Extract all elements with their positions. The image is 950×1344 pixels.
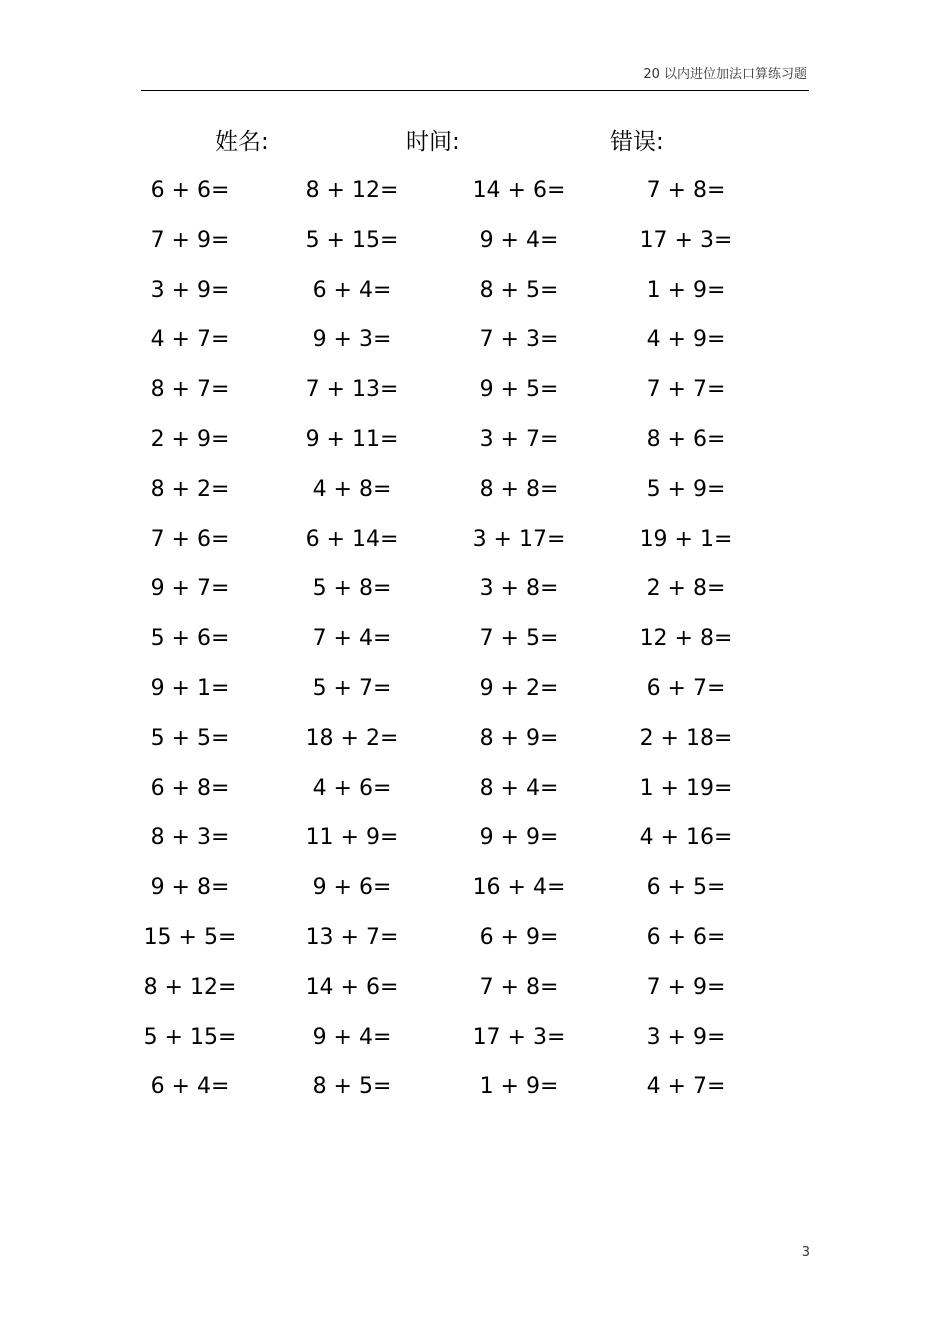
problem-r6-c3: 3 + 7= (479, 427, 559, 452)
problem-r1-c1: 6 + 6= (150, 178, 230, 203)
problem-r6-c4: 8 + 6= (646, 427, 726, 452)
problem-r5-c4: 7 + 7= (646, 377, 726, 402)
problem-r9-c1: 9 + 7= (150, 576, 230, 601)
problem-r11-c2: 5 + 7= (312, 676, 392, 701)
problem-r8-c2: 6 + 14= (305, 527, 399, 552)
problem-r19-c1: 6 + 4= (150, 1074, 230, 1099)
problem-r2-c3: 9 + 4= (479, 228, 559, 253)
problem-r8-c4: 19 + 1= (639, 527, 733, 552)
problem-r10-c2: 7 + 4= (312, 626, 392, 651)
problem-r16-c2: 13 + 7= (305, 925, 399, 950)
page-number: 3 (801, 1245, 810, 1260)
problem-r1-c3: 14 + 6= (472, 178, 566, 203)
problem-r19-c4: 4 + 7= (646, 1074, 726, 1099)
problem-r2-c1: 7 + 9= (150, 228, 230, 253)
problem-r10-c3: 7 + 5= (479, 626, 559, 651)
name-label: 姓名: (215, 129, 269, 155)
problem-r10-c4: 12 + 8= (639, 626, 733, 651)
problem-r7-c1: 8 + 2= (150, 477, 230, 502)
problem-r15-c4: 6 + 5= (646, 875, 726, 900)
problem-r5-c2: 7 + 13= (305, 377, 399, 402)
problem-r3-c4: 1 + 9= (646, 278, 726, 303)
problem-r10-c1: 5 + 6= (150, 626, 230, 651)
time-label: 时间: (406, 129, 460, 155)
problem-r19-c2: 8 + 5= (312, 1074, 392, 1099)
problem-r18-c3: 17 + 3= (472, 1025, 566, 1050)
problem-r2-c4: 17 + 3= (639, 228, 733, 253)
problem-r13-c3: 8 + 4= (479, 776, 559, 801)
problem-r12-c4: 2 + 18= (639, 726, 733, 751)
problem-r9-c4: 2 + 8= (646, 576, 726, 601)
problem-r17-c1: 8 + 12= (143, 975, 237, 1000)
problem-r4-c1: 4 + 7= (150, 327, 230, 352)
problem-r13-c2: 4 + 6= (312, 776, 392, 801)
problem-r17-c4: 7 + 9= (646, 975, 726, 1000)
problem-r6-c2: 9 + 11= (305, 427, 399, 452)
problem-r12-c1: 5 + 5= (150, 726, 230, 751)
problem-r7-c3: 8 + 8= (479, 477, 559, 502)
problem-r12-c2: 18 + 2= (305, 726, 399, 751)
problem-r11-c4: 6 + 7= (646, 676, 726, 701)
problem-r2-c2: 5 + 15= (305, 228, 399, 253)
problem-r6-c1: 2 + 9= (150, 427, 230, 452)
problem-r18-c4: 3 + 9= (646, 1025, 726, 1050)
problem-r14-c2: 11 + 9= (305, 825, 399, 850)
problem-r9-c2: 5 + 8= (312, 576, 392, 601)
problem-r14-c4: 4 + 16= (639, 825, 733, 850)
errors-label: 错误: (610, 129, 664, 155)
problem-r5-c1: 8 + 7= (150, 377, 230, 402)
problem-r14-c3: 9 + 9= (479, 825, 559, 850)
problem-r19-c3: 1 + 9= (479, 1074, 559, 1099)
problem-r11-c1: 9 + 1= (150, 676, 230, 701)
problem-r8-c1: 7 + 6= (150, 527, 230, 552)
problem-r5-c3: 9 + 5= (479, 377, 559, 402)
problem-r13-c1: 6 + 8= (150, 776, 230, 801)
problem-r18-c1: 5 + 15= (143, 1025, 237, 1050)
problem-r15-c2: 9 + 6= (312, 875, 392, 900)
problem-r7-c2: 4 + 8= (312, 477, 392, 502)
problem-r16-c1: 15 + 5= (143, 925, 237, 950)
problem-r16-c4: 6 + 6= (646, 925, 726, 950)
problem-r3-c3: 8 + 5= (479, 278, 559, 303)
problem-r1-c2: 8 + 12= (305, 178, 399, 203)
problem-r11-c3: 9 + 2= (479, 676, 559, 701)
problem-r12-c3: 8 + 9= (479, 726, 559, 751)
problem-r7-c4: 5 + 9= (646, 477, 726, 502)
problem-r4-c2: 9 + 3= (312, 327, 392, 352)
problem-r15-c1: 9 + 8= (150, 875, 230, 900)
problem-r3-c2: 6 + 4= (312, 278, 392, 303)
problem-r17-c2: 14 + 6= (305, 975, 399, 1000)
problem-r13-c4: 1 + 19= (639, 776, 733, 801)
problem-r16-c3: 6 + 9= (479, 925, 559, 950)
problem-r17-c3: 7 + 8= (479, 975, 559, 1000)
problem-r14-c1: 8 + 3= (150, 825, 230, 850)
problem-r15-c3: 16 + 4= (472, 875, 566, 900)
problem-r18-c2: 9 + 4= (312, 1025, 392, 1050)
problem-r3-c1: 3 + 9= (150, 278, 230, 303)
problem-r4-c3: 7 + 3= (479, 327, 559, 352)
problem-r9-c3: 3 + 8= (479, 576, 559, 601)
problem-r1-c4: 7 + 8= (646, 178, 726, 203)
problem-r8-c3: 3 + 17= (472, 527, 566, 552)
problem-r4-c4: 4 + 9= (646, 327, 726, 352)
header-title: 20 以内进位加法口算练习题 (643, 67, 807, 82)
